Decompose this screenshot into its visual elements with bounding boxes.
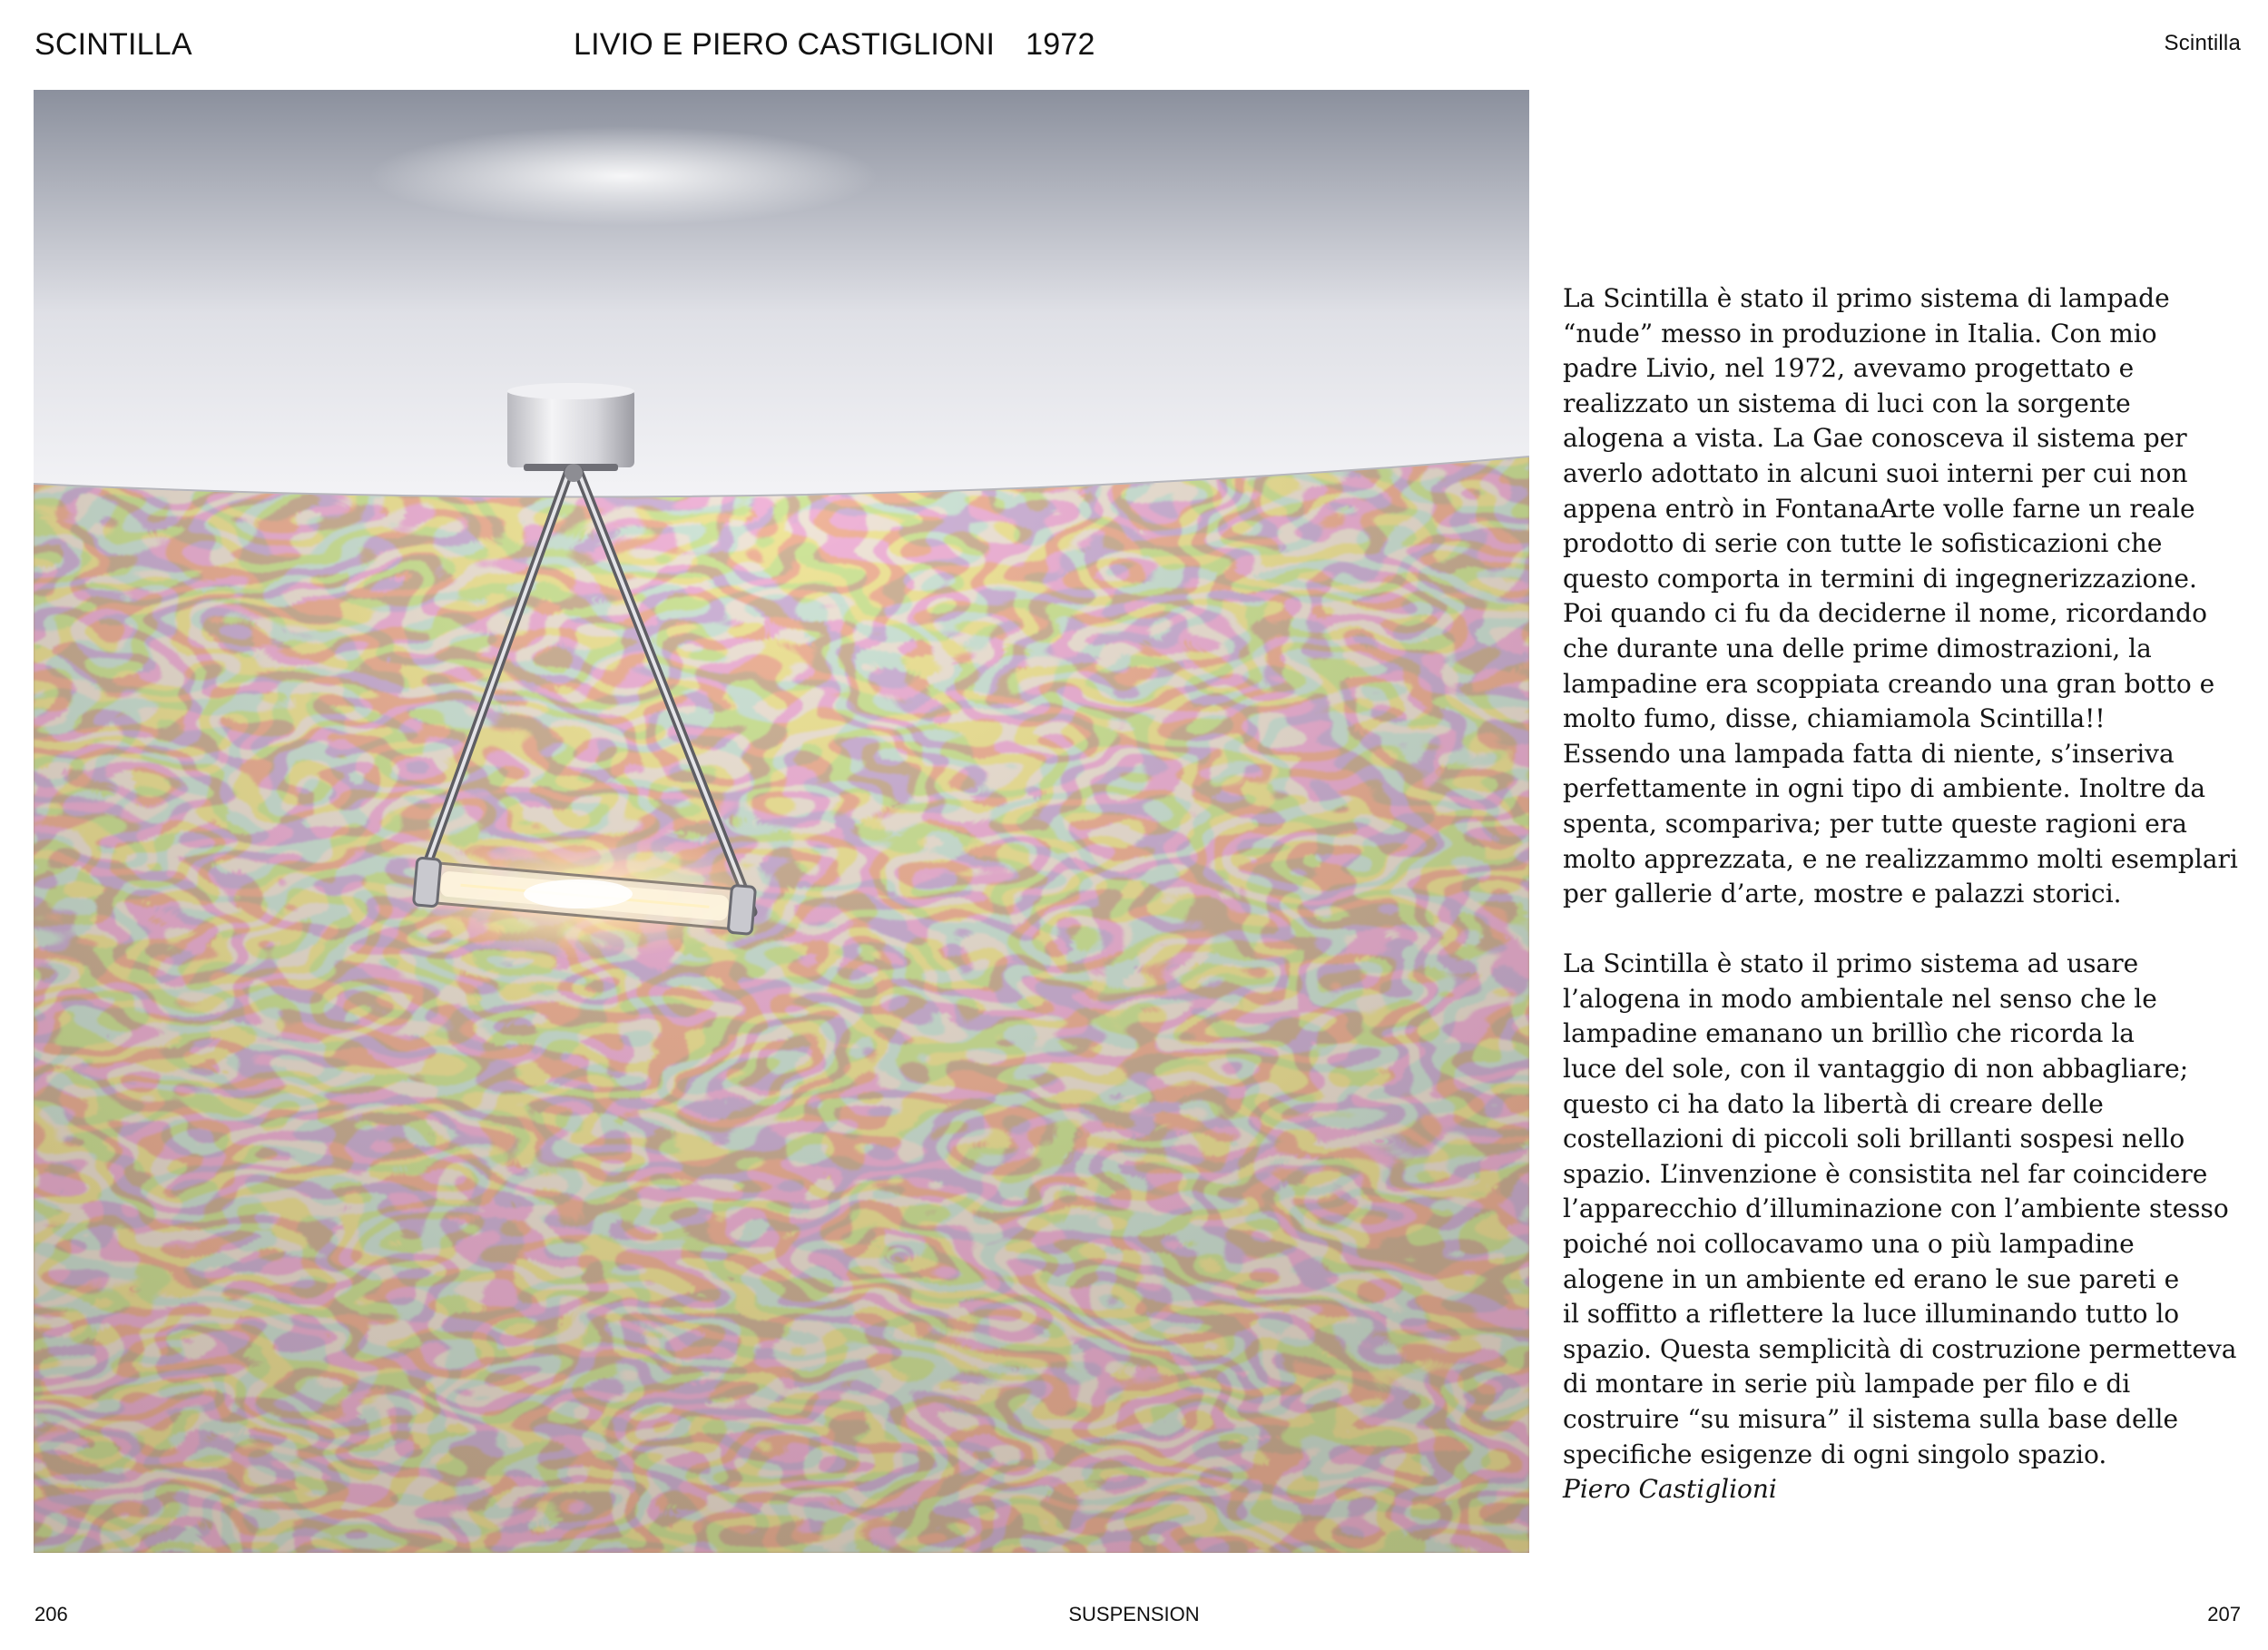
text-line: molto fumo, disse, chiamiamola Scintilla!!	[1563, 703, 2106, 734]
text-line: questo comporta in termini di ingegnerizzazione.	[1563, 563, 2197, 594]
text-line: spenta, scompariva; per tutte queste ragioni era	[1563, 808, 2187, 839]
text-line: Poi quando ci fu da deciderne il nome, ricordando	[1563, 598, 2207, 629]
text-line: questo ci ha dato la libertà di creare delle	[1563, 1088, 2104, 1119]
text-line: l’alogena in modo ambientale nel senso che le	[1563, 983, 2157, 1014]
text-line: alogena a vista. La Gae conosceva il sistema per	[1563, 423, 2187, 454]
lamp-photo-illustration	[34, 90, 1529, 1553]
text-line: La Scintilla è stato il primo sistema ad usare	[1563, 948, 2139, 979]
text-line: perfettamente in ogni tipo di ambiente. Inoltre da	[1563, 773, 2206, 804]
paragraph-2	[1563, 947, 2253, 1472]
text-line: luce del sole, con il vantaggio di non abbagliare;	[1563, 1054, 2189, 1085]
text-line: molto apprezzata, e ne realizzammo molti esemplari	[1563, 843, 2238, 874]
text-line: il soffitto a riflettere la luce illuminando tutto lo	[1563, 1299, 2180, 1330]
text-line: costellazioni di piccoli soli brillanti sospesi nello	[1563, 1124, 2185, 1154]
article-text	[1563, 281, 2253, 1508]
text-line: specifiche esigenze di ogni singolo spazio.	[1563, 1439, 2107, 1469]
text-line: alogene in un ambiente ed erano le sue pareti e	[1563, 1263, 2180, 1294]
header-right-title: Scintilla	[2164, 31, 2241, 55]
text-line: La Scintilla è stato il primo sistema di lampade	[1563, 283, 2170, 313]
header-left-title: SCINTILLA	[34, 27, 192, 62]
text-line: spazio. Questa semplicità di costruzione permetteva	[1563, 1333, 2237, 1364]
text-line: che durante una delle prime dimostrazioni, la	[1563, 633, 2152, 663]
text-line: l’apparecchio d’illuminazione con l’ambiente stesso	[1563, 1193, 2229, 1224]
text-line: costruire “su misura” il sistema sulla base delle	[1563, 1404, 2179, 1434]
text-line: lampadine era scoppiata creando una gran botto e	[1563, 668, 2215, 699]
author-signature: Piero Castiglioni	[1563, 1474, 1777, 1505]
product-photo	[34, 90, 1529, 1553]
lamp-canopy	[507, 383, 634, 471]
text-line: Essendo una lampada fatta di niente, s’inseriva	[1563, 738, 2175, 769]
header-designers	[574, 27, 1095, 63]
text-line: appena entrò in FontanaArte volle farne un reale	[1563, 493, 2195, 524]
text-line: realizzato un sistema di luci con la sorgente	[1563, 388, 2131, 418]
designers-name: LIVIO E PIERO CASTIGLIONI	[574, 27, 996, 62]
halogen-bulb	[401, 832, 764, 959]
paragraph-1	[1563, 281, 2253, 912]
text-line: averlo adottato in alcuni suoi interni per cui non	[1563, 457, 2188, 488]
page-number-right: 207	[2207, 1603, 2241, 1625]
text-line: padre Livio, nel 1972, avevamo progettato e	[1563, 353, 2135, 384]
text-line: “nude” messo in produzione in Italia. Con mio	[1563, 318, 2157, 349]
text-line: poiché noi collocavamo una o più lampadine	[1563, 1229, 2135, 1260]
text-line: di montare in serie più lampade per filo e di	[1563, 1369, 2131, 1400]
text-line: spazio. L’invenzione è consistita nel far coincidere	[1563, 1158, 2208, 1189]
page-number-left: 206	[34, 1603, 68, 1625]
text-line: prodotto di serie con tutte le sofisticazioni che	[1563, 528, 2163, 559]
design-year: 1972	[1026, 27, 1095, 62]
text-line: per gallerie d’arte, mostre e palazzi storici.	[1563, 879, 2122, 909]
text-line: lampadine emanano un brillìo che ricorda la	[1563, 1018, 2135, 1049]
section-label: SUSPENSION	[1068, 1603, 1200, 1625]
